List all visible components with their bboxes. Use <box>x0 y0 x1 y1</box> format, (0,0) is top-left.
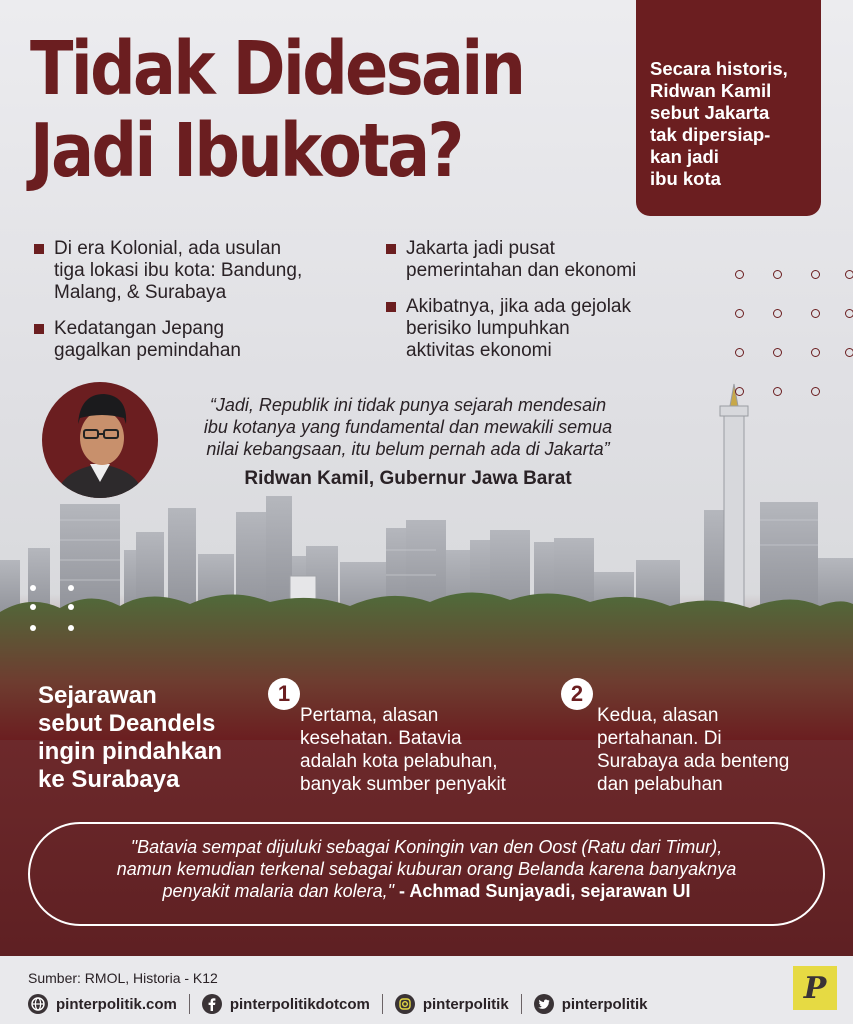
bullet-line: gagalkan pemindahan <box>54 340 241 361</box>
bullet-line: Akibatnya, jika ada gejolak <box>406 296 631 317</box>
globe-icon <box>28 994 48 1014</box>
bullet-line: berisiko lumpuhkan <box>406 318 570 339</box>
decorative-dots-left <box>30 585 90 645</box>
website-link[interactable] <box>28 994 177 1014</box>
reason-line: dan pelabuhan <box>597 774 723 795</box>
quote-line: "Batavia sempat dijuluki sebagai Koningin van den Oost (Ratu dari Timur), <box>130 837 723 857</box>
title-line-1: Tidak Didesain <box>30 26 524 112</box>
bullet-line: pemerintahan dan ekonomi <box>406 260 637 281</box>
bullet-line: tiga lokasi ibu kota: Bandung, <box>54 260 303 281</box>
bullet-square-icon <box>386 244 396 254</box>
instagram-icon <box>395 994 415 1014</box>
divider <box>521 994 522 1014</box>
headline-line: ingin pindahkan <box>38 738 222 765</box>
headline-line: ke Surabaya <box>38 766 180 793</box>
reason-line: Surabaya ada benteng <box>597 751 790 772</box>
bullet-square-icon <box>34 324 44 334</box>
reason-line: Kedua, alasan <box>597 705 719 726</box>
quote-line: penyakit malaria dan kolera," <box>162 881 395 901</box>
quote-author: Ridwan Kamil, Gubernur Jawa Barat <box>244 468 572 489</box>
summary-line: ibu kota <box>650 168 721 189</box>
bullet-item <box>34 318 364 362</box>
reason-line: pertahanan. Di <box>597 728 722 749</box>
historian-quote-text <box>30 836 823 902</box>
bullet-item <box>34 238 364 304</box>
decorative-dots <box>735 270 853 400</box>
headline-line: sebut Deandels <box>38 710 216 737</box>
historian-quote-author: - Achmad Sunjayadi, sejarawan UI <box>394 881 691 901</box>
summary-line: Ridwan Kamil <box>650 80 772 101</box>
summary-line: kan jadi <box>650 146 719 167</box>
quote-line-final <box>30 880 823 902</box>
bullet-square-icon <box>386 302 396 312</box>
historian-quote <box>28 822 825 926</box>
twitter-icon <box>534 994 554 1014</box>
bullet-line: aktivitas ekonomi <box>406 340 552 361</box>
quote-line: ibu kotanya yang fundamental dan mewakili semua <box>203 417 613 437</box>
instagram-link[interactable] <box>395 994 509 1014</box>
reason-2-text <box>597 704 789 796</box>
summary-text <box>650 58 811 190</box>
number-badge-1: 1 <box>268 678 300 710</box>
reason-line: adalah kota pelabuhan, <box>300 751 498 772</box>
bullet-line: Di era Kolonial, ada usulan <box>54 238 282 259</box>
summary-line: sebut Jakarta <box>650 102 770 123</box>
facebook-link-label: pinterpolitikdotcom <box>229 995 370 1013</box>
instagram-link-label: pinterpolitik <box>422 995 509 1013</box>
bullet-list-right <box>386 238 706 376</box>
person-portrait-icon <box>42 382 158 498</box>
ridwan-kamil-quote <box>168 394 648 490</box>
website-link-label: pinterpolitik.com <box>56 995 177 1013</box>
bullet-item <box>386 238 706 282</box>
twitter-link-label: pinterpolitik <box>561 995 648 1013</box>
twitter-link[interactable] <box>534 994 648 1014</box>
pinterpolitik-logo: P <box>793 966 837 1010</box>
divider <box>189 994 190 1014</box>
quote-text <box>168 394 648 460</box>
bullet-square-icon <box>34 244 44 254</box>
footer <box>0 956 853 1024</box>
reason-line: banyak sumber penyakit <box>300 774 506 795</box>
source-credit: Sumber: RMOL, Historia - K12 <box>28 970 218 986</box>
reason-1-text <box>300 704 506 796</box>
facebook-link[interactable] <box>202 994 370 1014</box>
reason-line: Pertama, alasan <box>300 705 439 726</box>
summary-line: Secara historis, <box>650 58 788 79</box>
divider <box>382 994 383 1014</box>
quote-line: nilai kebangsaan, itu belum pernah ada di Jakarta” <box>206 439 610 459</box>
facebook-icon <box>202 994 222 1014</box>
summary-box <box>636 0 821 216</box>
bullet-list-left <box>34 238 364 376</box>
quote-line: namun kemudian terkenal sebagai kuburan orang Belanda karena banyaknya <box>116 859 737 879</box>
headline-line: Sejarawan <box>38 682 157 709</box>
number-badge-2: 2 <box>561 678 593 710</box>
quote-line: “Jadi, Republik ini tidak punya sejarah mendesain <box>209 395 607 415</box>
title-line-2: Jadi Ibukota? <box>30 108 462 194</box>
reason-line: kesehatan. Batavia <box>300 728 462 749</box>
section-headline <box>38 682 222 794</box>
bullet-line: Malang, & Surabaya <box>54 282 227 303</box>
summary-line: tak dipersiap- <box>650 124 771 145</box>
page-title <box>30 28 546 192</box>
bullet-item <box>386 296 706 362</box>
bullet-line: Kedatangan Jepang <box>54 318 225 339</box>
avatar <box>42 382 158 498</box>
bullet-line: Jakarta jadi pusat <box>406 238 555 259</box>
social-links <box>28 990 660 1018</box>
